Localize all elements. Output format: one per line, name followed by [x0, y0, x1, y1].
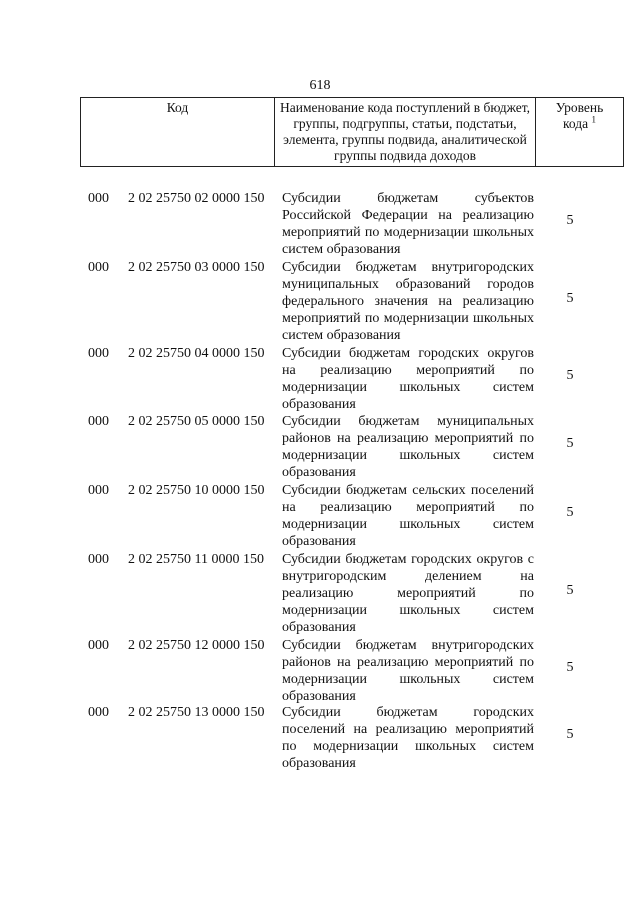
row-prefix: 000 — [88, 346, 109, 361]
row-code: 2 02 25750 04 0000 150 — [128, 346, 265, 361]
row-code: 2 02 25750 02 0000 150 — [128, 191, 265, 206]
row-level: 5 — [566, 660, 574, 675]
row-prefix: 000 — [88, 414, 109, 429]
row-name: Субсидии бюджетам городских округов на реализацию мероприятий по модернизации школьных систем образования — [282, 346, 534, 412]
row-name: Субсидии бюджетам городских округов с внутригородским делением на реализацию мероприятий по модернизации школьных систем образования — [282, 552, 534, 635]
row-name: Субсидии бюджетам городских поселений на реализацию мероприятий по модернизации школьных систем образования — [282, 705, 534, 771]
header-level — [536, 98, 624, 167]
page-number: 618 — [309, 78, 331, 93]
header-code: Код — [81, 98, 275, 167]
header-row — [81, 98, 624, 167]
row-name: Субсидии бюджетам сельских поселений на реализацию мероприятий по модернизации школьных систем образования — [282, 483, 534, 549]
row-level: 5 — [566, 368, 574, 383]
row-level: 5 — [566, 291, 574, 306]
row-prefix: 000 — [88, 260, 109, 275]
header-name: Наименование кода поступлений в бюджет, группы, подгруппы, статьи, подстатьи, элемента, группы подвида, аналитической группы подвида доходов — [275, 98, 536, 167]
row-level: 5 — [566, 436, 574, 451]
header-level-footnote: 1 — [591, 114, 596, 125]
table-header — [80, 97, 624, 167]
row-name: Субсидии бюджетам внутригородских районов на реализацию мероприятий по модернизации школьных систем образования — [282, 638, 534, 704]
row-level: 5 — [566, 213, 574, 228]
row-prefix: 000 — [88, 705, 109, 720]
row-code: 2 02 25750 05 0000 150 — [128, 414, 265, 429]
row-prefix: 000 — [88, 552, 109, 567]
row-prefix: 000 — [88, 638, 109, 653]
row-prefix: 000 — [88, 483, 109, 498]
row-code: 2 02 25750 12 0000 150 — [128, 638, 265, 653]
row-code: 2 02 25750 10 0000 150 — [128, 483, 265, 498]
row-code: 2 02 25750 13 0000 150 — [128, 705, 265, 720]
row-code: 2 02 25750 11 0000 150 — [128, 552, 264, 567]
row-prefix: 000 — [88, 191, 109, 206]
row-name: Субсидии бюджетам субъектов Российской Федерации на реализацию мероприятий по модернизации школьных систем образования — [282, 191, 534, 257]
row-name: Субсидии бюджетам внутригородских муниципальных образований городов федерального значения на реализацию мероприятий по модернизации школьных систем образования — [282, 260, 534, 343]
row-code: 2 02 25750 03 0000 150 — [128, 260, 265, 275]
row-level: 5 — [566, 505, 574, 520]
row-name: Субсидии бюджетам муниципальных районов на реализацию мероприятий по модернизации школьных систем образования — [282, 414, 534, 480]
row-level: 5 — [566, 727, 574, 742]
header-level-label: Уровень кода — [555, 100, 604, 131]
row-level: 5 — [566, 583, 574, 598]
